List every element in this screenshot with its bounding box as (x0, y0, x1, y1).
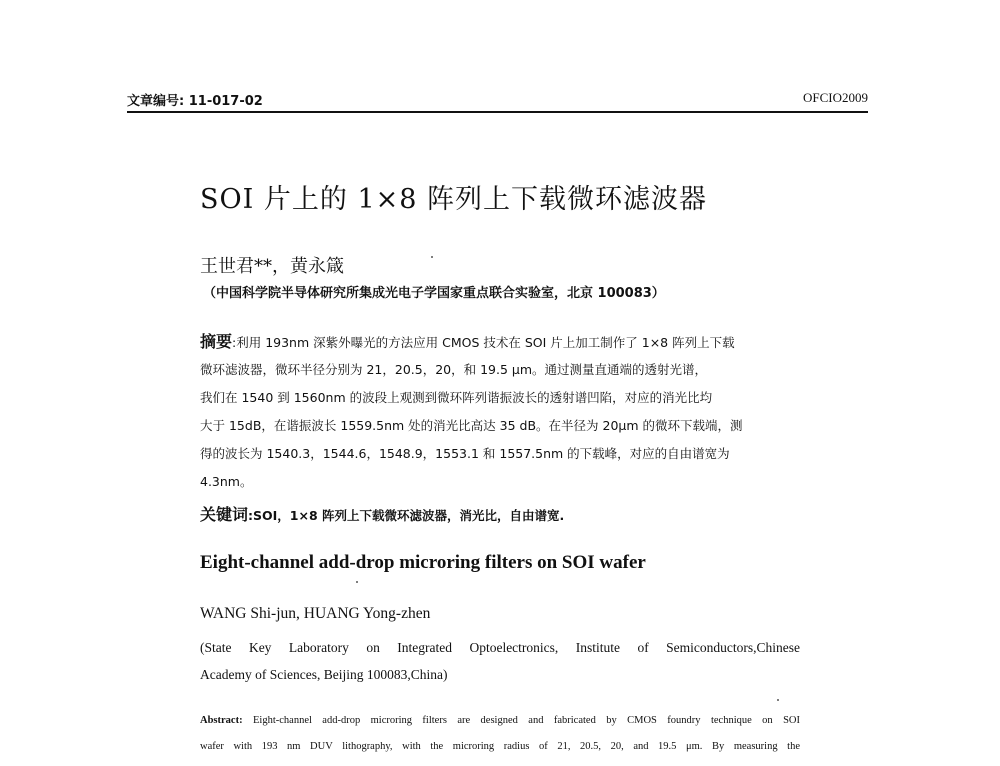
abstract-cn-line: 我们在 1540 到 1560nm 的波段上观测到微环阵列谐振波长的透射谱凹陷，对应的消光比均 (200, 390, 713, 405)
english-affiliation-line: Academy of Sciences, Beijing 100083,China) (200, 667, 448, 682)
article-number-value: 11-017-02 (188, 94, 263, 109)
article-number (127, 90, 263, 109)
abstract-cn-line: 4.3nm。 (200, 474, 253, 489)
abstract-cn-label: 摘要 (200, 332, 233, 351)
english-authors: WANG Shi-jun, HUANG Yong-zhen (200, 605, 431, 622)
scan-speck (356, 581, 358, 583)
abstract-cn-line: 大于 15dB，在谐振波长 1559.5nm 处的消光比高达 35 dB。在半径为 20μm 的微环下载端，测 (200, 418, 743, 433)
article-number-label: 文章编号: (127, 94, 185, 109)
chinese-authors: 王世君**，黄永箴 (200, 256, 344, 277)
abstract-en-label: Abstract: (200, 715, 243, 726)
scan-speck (777, 699, 779, 701)
running-header (127, 88, 868, 110)
abstract-cn-line: 得的波长为 1540.3，1544.6，1548.9，1553.1 和 1557.5nm 的下载峰，对应的自由谱宽为 (200, 446, 730, 461)
english-abstract (200, 714, 800, 766)
abstract-en-text: Eight-channel add-drop microring filters are designed and fabricated by CMOS foundry technique on SOI (253, 715, 801, 726)
abstract-cn-line (200, 334, 800, 362)
english-affiliation (200, 634, 800, 688)
keywords-cn-label: 关键词 (200, 505, 249, 524)
abstract-cn-line: 微环滤波器，微环半径分别为 21，20.5，20，和 19.5 μm。通过测量直通端的透射光谱， (200, 362, 708, 377)
english-affiliation-line: (State Key Laboratory on Integrated Optoelectronics, Institute of Semiconductors,Chinese (200, 640, 800, 655)
keywords-cn-text: :SOI，1×8 阵列上下载微环滤波器，消光比，自由谱宽. (248, 508, 565, 523)
english-abstract-line: wafer with 193 nm DUV lithography, with the microring radius of 21, 20.5, 20, and 19.5 μm. By measuring the (200, 741, 800, 752)
abstract-cn-text: :利用 193nm 深紫外曝光的方法应用 CMOS 技术在 SOI 片上加工制作了 1×8 阵列上下载 (232, 335, 735, 350)
english-title: Eight-channel add-drop microring filters on SOI wafer (200, 552, 646, 573)
chinese-title: SOI 片上的 1×8 阵列上下载微环滤波器 (200, 184, 708, 215)
header-rule (127, 111, 868, 113)
chinese-keywords (200, 502, 800, 528)
conference-name: OFCIO2009 (802, 90, 868, 105)
english-abstract-line (200, 714, 800, 740)
chinese-abstract (200, 334, 800, 528)
chinese-affiliation: （中国科学院半导体研究所集成光电子学国家重点联合实验室，北京 100083） (203, 286, 665, 301)
scan-speck (431, 256, 433, 258)
